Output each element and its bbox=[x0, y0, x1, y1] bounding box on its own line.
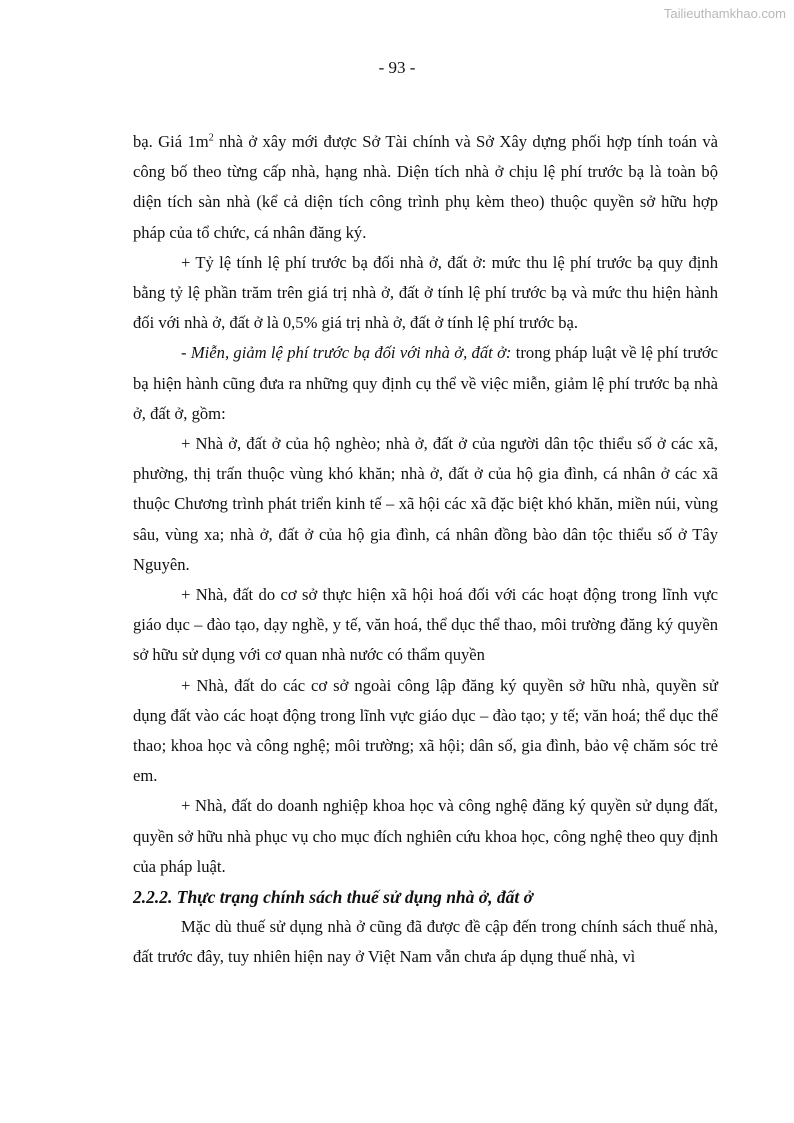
section-heading: 2.2.2. Thực trạng chính sách thuế sử dụng nhà ở, đất ở bbox=[133, 887, 534, 908]
paragraph-text: bạ. Giá 1m bbox=[133, 132, 209, 151]
watermark: Tailieuthamkhao.com bbox=[663, 6, 786, 21]
paragraph-text: trong pháp luật về lệ phí trước bạ hiện hành cũng đưa ra những quy định cụ thể về việc miễn, giảm lệ phí trước bạ nhà ở, đất ở, gồm: bbox=[133, 343, 718, 423]
page-number: - 93 - bbox=[378, 58, 416, 77]
paragraph-fee-rate: + Tỷ lệ tính lệ phí trước bạ đối nhà ở, đất ở: mức thu lệ phí trước bạ quy định bằng tỷ lệ phần trăm trên giá trị nhà ở, đất ở tính lệ phí trước bạ và mức thu hiện hành đối với nhà ở, đất ở là 0,5% giá trị nhà ở, đất ở tính lệ phí trước bạ. bbox=[133, 252, 718, 333]
italic-lead: - Miễn, giảm lệ phí trước bạ đối với nhà ở, đất ở: bbox=[181, 343, 512, 363]
paragraph-exemption-non-public: + Nhà, đất do các cơ sở ngoài công lập đăng ký quyền sở hữu nhà, quyền sử dụng đất vào các hoạt động trong lĩnh vực giáo dục – đào tạo; y tế; văn hoá; thể dục thể thao; khoa học và công nghệ; môi trường; xã hội; dân số, gia đình, bảo vệ chăm sóc trẻ em. bbox=[133, 675, 718, 786]
paragraph-exemption-poor-households: + Nhà ở, đất ở của hộ nghèo; nhà ở, đất ở của người dân tộc thiểu số ở các xã, phường, thị trấn thuộc vùng khó khăn; nhà ở, đất ở của hộ gia đình, cá nhân ở các xã thuộc Chương trình phát triển kinh tế – xã hội các xã đặc biệt khó khăn, miền núi, vùng sâu, vùng xa; nhà ở, đất ở của hộ gia đình, cá nhân đồng bào dân tộc thiểu số ở Tây Nguyên. bbox=[133, 434, 718, 574]
paragraph-exemption-socialization: + Nhà, đất do cơ sở thực hiện xã hội hoá đối với các hoạt động trong lĩnh vực giáo dục – đào tạo, dạy nghề, y tế, văn hoá, thể dục thể thao, môi trường đăng ký quyền sở hữu sử dụng với cơ quan nhà nước có thẩm quyền bbox=[133, 585, 718, 665]
paragraph-exemption-intro bbox=[133, 338, 718, 429]
document-body bbox=[133, 127, 718, 973]
superscript: 2 bbox=[208, 132, 214, 144]
paragraph-price-per-m2 bbox=[133, 127, 718, 248]
paragraph-text: nhà ở xây mới được Sở Tài chính và Sở Xây dựng phối hợp tính toán và công bố theo từng cấp nhà, hạng nhà. Diện tích nhà ở chịu lệ phí trước bạ là toàn bộ diện tích sàn nhà (kể cả diện tích công trình phụ kèm theo) thuộc quyền sở hữu hợp pháp của tổ chức, cá nhân đăng ký. bbox=[133, 132, 718, 242]
paragraph-exemption-science-enterprises: + Nhà, đất do doanh nghiệp khoa học và công nghệ đăng ký quyền sử dụng đất, quyền sở hữu nhà phục vụ cho mục đích nghiên cứu khoa học, công nghệ theo quy định của pháp luật. bbox=[133, 796, 718, 876]
paragraph-housing-tax: Mặc dù thuế sử dụng nhà ở cũng đã được đề cập đến trong chính sách thuế nhà, đất trước đây, tuy nhiên hiện nay ở Việt Nam vẫn chưa áp dụng thuế nhà, vì bbox=[133, 917, 718, 967]
